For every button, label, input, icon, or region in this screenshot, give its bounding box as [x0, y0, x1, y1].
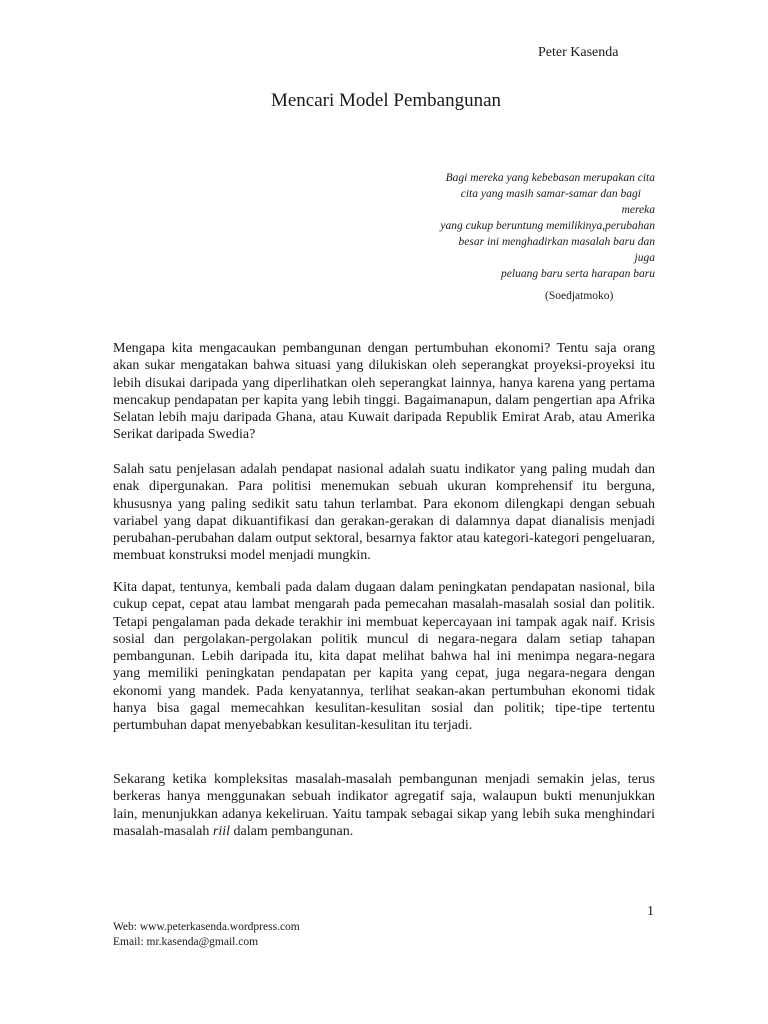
document-title: Mencari Model Pembangunan — [270, 90, 502, 111]
epigraph-line: cita yang masih samar-samar dan bagi — [460, 188, 641, 200]
paragraph-text: dalam pembangunan. — [230, 823, 354, 839]
emphasized-word: riil — [212, 823, 231, 839]
epigraph-line: Bagi mereka yang kebebasan merupakan cita — [445, 172, 655, 184]
body-paragraph-3: Kita dapat, tentunya, kembali pada dalam dugaan dalam peningkatan pendapatan nasional, bila cukup cepat, cepat atau lambat mengarah pada pemecahan masalah-masalah sosial dan politik. Tetapi pengalaman pada dekade terakhir ini membuat kepercayaan ini tampak agak naif. Krisis sosial dan pergolakan-pergolakan politik muncul di negara-negara dalam setiap tahapan pembangunan. Lebih daripada itu, kita dapat melihat bahwa hal ini menimpa negara-negara yang memiliki peningkatan pendapatan per kapita yang cepat, juga negara-negara dengan ekonomi yang mandek. Pada kenyatannya, terlihat seakan-akan pertumbuhan ekonomi tidak hanya bisa gagal memecahkan kesulitan-kesulitan sosial dan politik; tipe-tipe tertentu pertumbuhan dapat menyebabkan kesulitan-kesulitan itu terjadi. — [113, 580, 655, 734]
paragraph-text: Sekarang ketika kompleksitas masalah-masalah pembangunan menjadi semakin jelas, terus berkeras hanya menggunakan sebuah indikator agregatif saja, walaupun bukti menunjukkan lain, menunjukkan adanya kekeliruan. Yaitu tampak sebagai sikap yang lebih suka menghindari masalah-masalah — [113, 772, 655, 839]
epigraph-attribution: (Soedjatmoko) — [545, 290, 614, 302]
footer-email-link[interactable]: Email: mr.kasenda@gmail.com — [113, 936, 259, 948]
epigraph-line: yang cukup beruntung memilikinya,perubahan — [440, 220, 655, 232]
body-paragraph-4 — [113, 771, 655, 840]
epigraph-line: besar ini menghadirkan masalah baru dan — [458, 236, 655, 248]
body-paragraph-2: Salah satu penjelasan adalah pendapat nasional adalah suatu indikator yang paling mudah dan enak dipergunakan. Para politisi menemukan sebuah ukuran komprehensif itu berguna, khususnya yang paling sedikit satu tahun terlambat. Para ekonom dilengkapi dengan sebuah variabel yang dapat dikuantifikasi dan gerakan-gerakan di dalamnya dapat dianalisis menjadi perubahan-perubahan dalam output sektoral, besarnya faktor atau kategori-kategori pengeluaran, membuat konstruksi model menjadi mungkin. — [113, 462, 655, 564]
epigraph-line: peluang baru serta harapan baru — [501, 268, 655, 280]
epigraph — [395, 170, 655, 282]
footer-web-link[interactable]: Web: www.peterkasenda.wordpress.com — [113, 921, 300, 933]
body-paragraph-1: Mengapa kita mengacaukan pembangunan dengan pertumbuhan ekonomi? Tentu saja orang akan sukar mengatakan bahwa situasi yang dilukiskan oleh seperangkat proyeksi-proyeksi itu lebih disukai daripada yang diperlihatkan oleh seperangkat lainnya, hanya karena yang pertama mencakup pendapatan per kapita yang lebih tinggi. Bagaimanapun, dalam pengertian apa Afrika Selatan lebih maju daripada Ghana, atau Kuwait daripada Republik Emirat Arab, atau Amerika Serikat daripada Swedia? — [113, 341, 655, 443]
author-name: Peter Kasenda — [538, 45, 619, 60]
epigraph-line: juga — [634, 252, 655, 264]
epigraph-line: mereka — [621, 204, 655, 216]
page-number: 1 — [647, 904, 654, 919]
